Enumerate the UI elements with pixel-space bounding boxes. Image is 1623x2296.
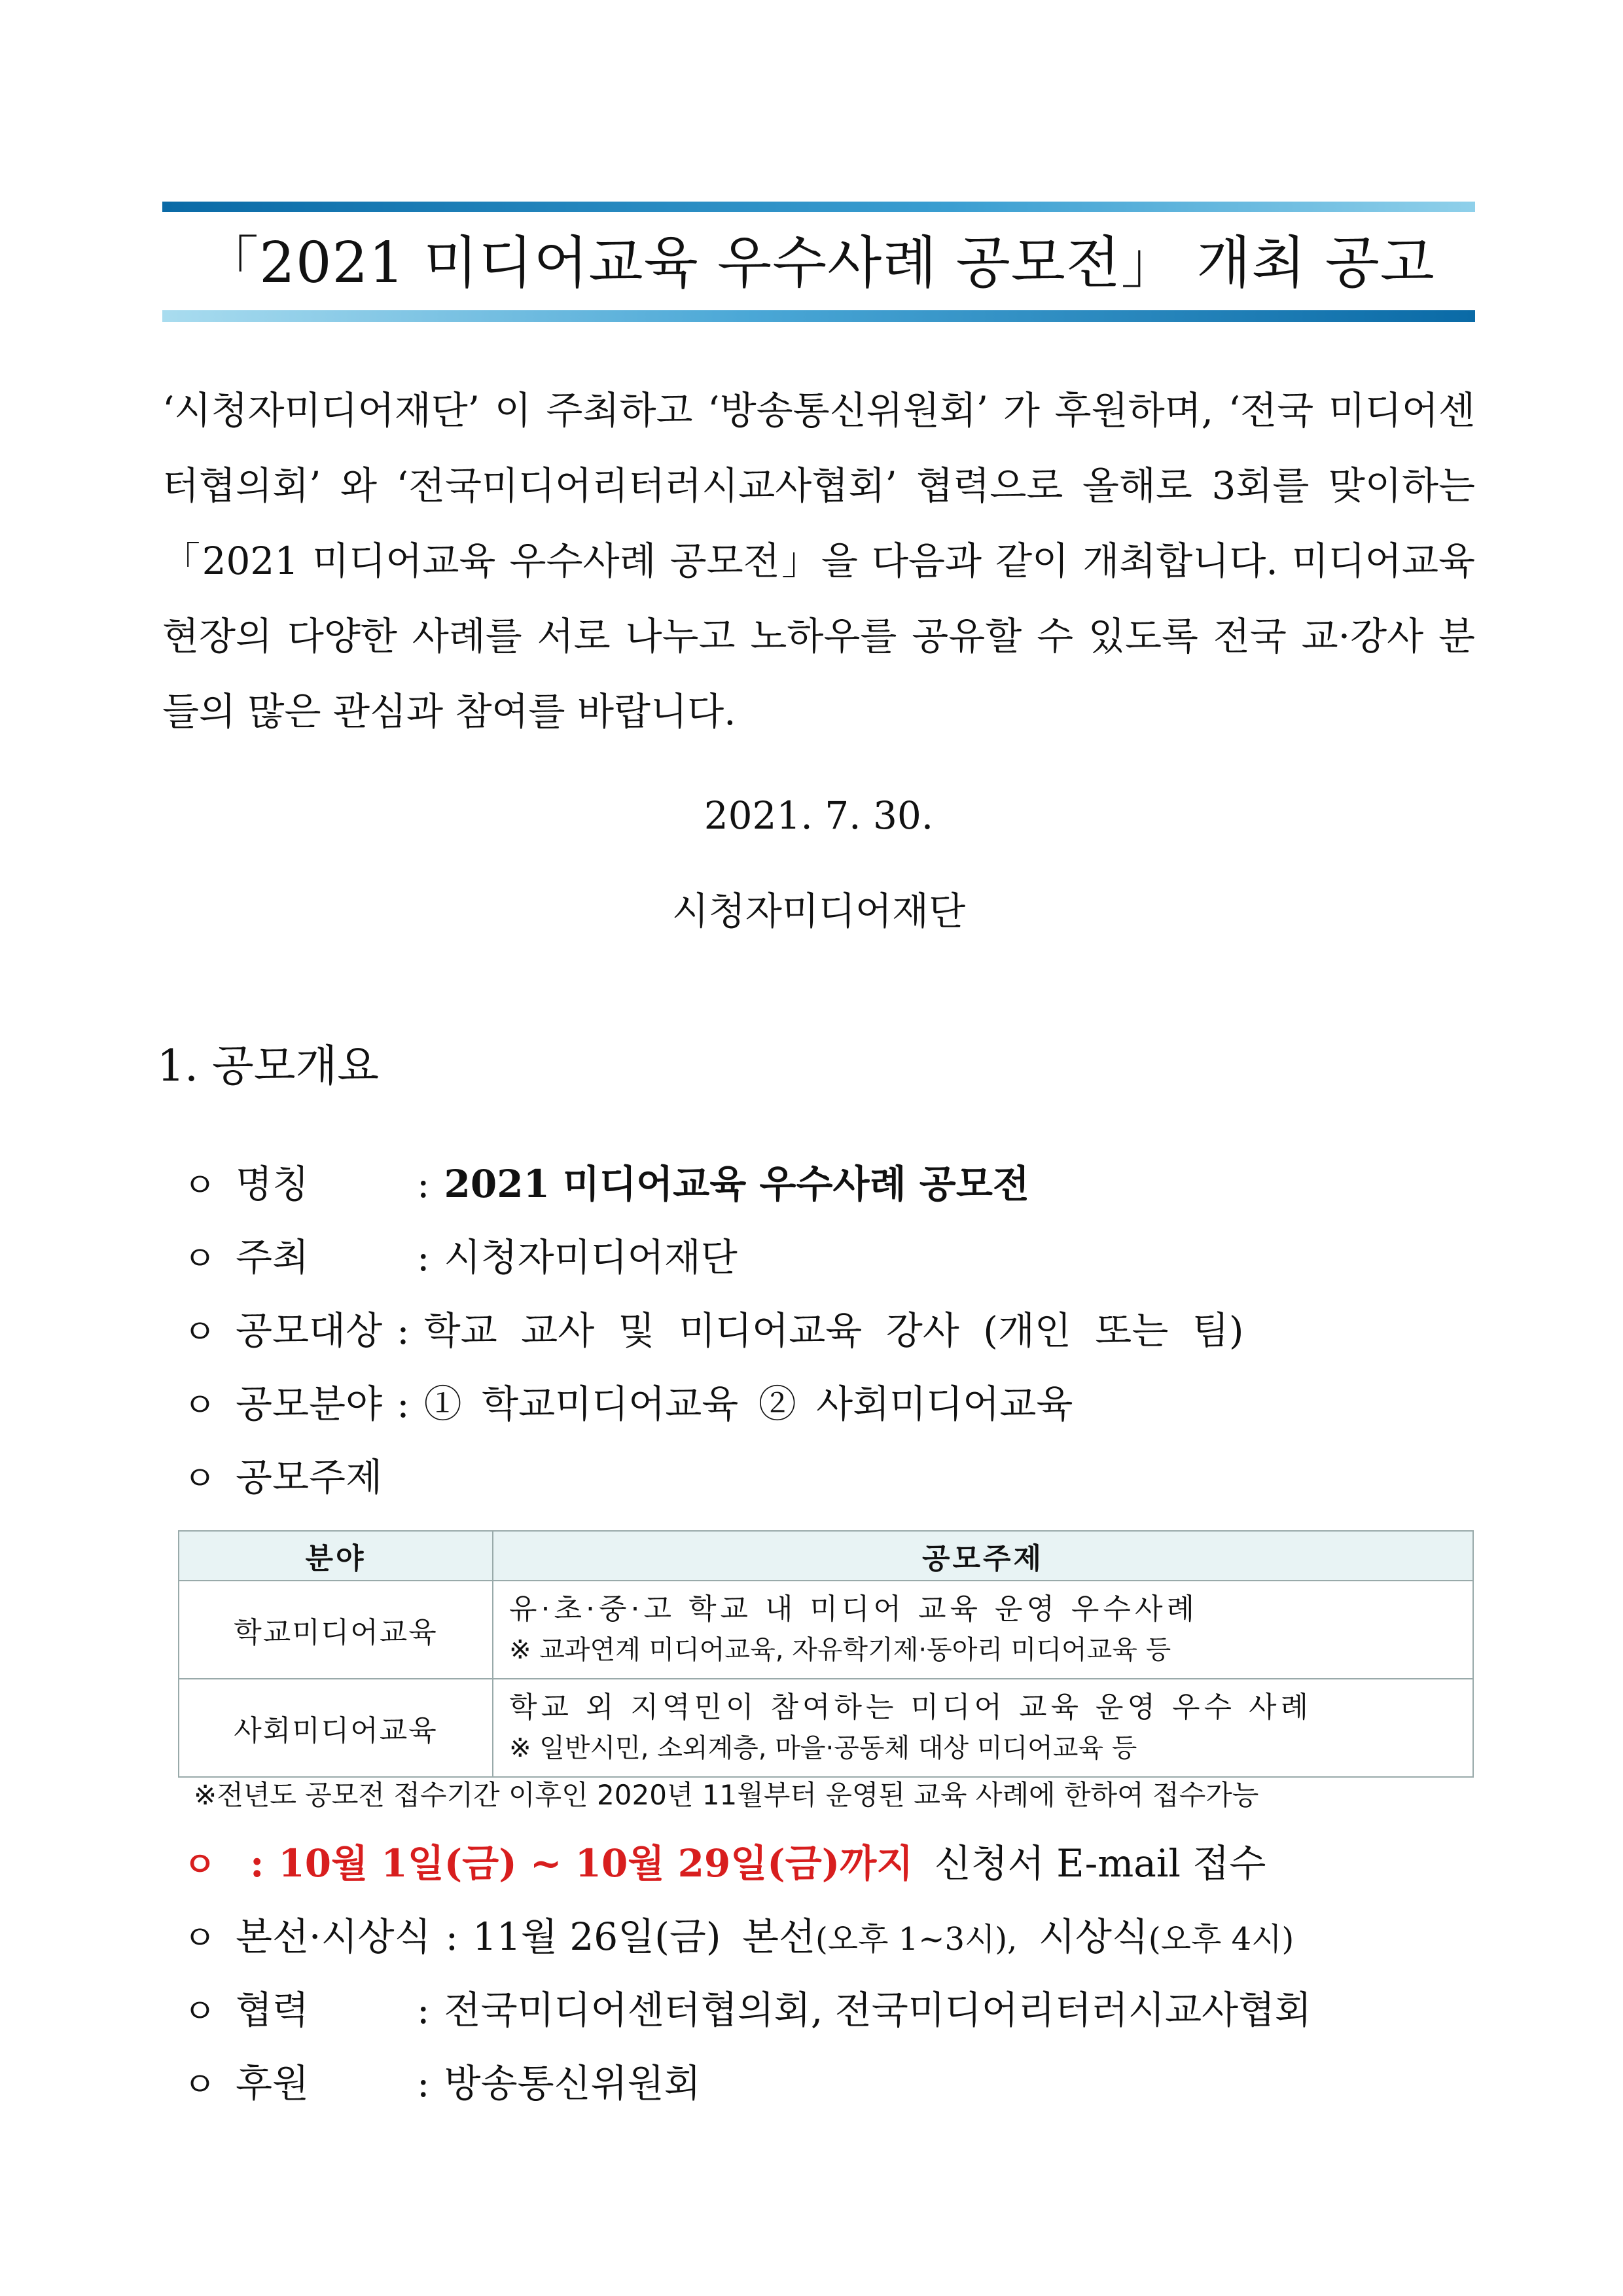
item-target: ㅇ 공모대상 : 학교 교사 및 미디어교육 강사 (개인 또는 팀): [183, 1300, 1243, 1355]
item-ceremony: ㅇ 본선·시상식 : 11월 26일(금) 본선(오후 1~3시), 시상식(오후 4시): [183, 1906, 1294, 1961]
item-label: 명칭: [236, 1162, 310, 1206]
table-cell-field: 사회미디어교육: [179, 1679, 493, 1777]
item-label: 본선·시상식: [236, 1914, 431, 1959]
item-label: 협력: [236, 1988, 310, 2032]
section-title: 1. 공모개요: [157, 1041, 379, 1091]
item-support: ㅇ 후원 : 방송통신위원회: [183, 2053, 701, 2108]
item-label: 공모대상: [236, 1308, 383, 1353]
item-host: ㅇ 주최 : 시청자미디어재단: [183, 1227, 738, 1282]
intro-text: ‘시청자미디어재단’ 이 주최하고 ‘방송통신위원회’ 가 후원하며, ‘전국 미디어센터협의회’ 와 ‘전국미디어리터러시교사협회’ 협력으로 올해로 3회를 맞이하는「2021 미디어교육 우수사례 공모전」을 다음과 같이 개최합니다. 미디어교육 현장의 다양한 사례를 서로 나누고 노하우를 공유할 수 있도록 전국 교·강사 분들의 많은 관심과 참여를 바랍니다.: [162, 388, 1475, 734]
table-row: [179, 1581, 1473, 1679]
bullet-icon: ㅇ: [183, 1386, 217, 1426]
bullet-icon: ㅇ: [183, 2066, 217, 2105]
bullet-icon: ㅇ: [183, 1313, 217, 1352]
intro-paragraph: [162, 373, 1475, 749]
item-label: 공모주제: [236, 1455, 383, 1499]
item-value: 2021 미디어교육 우수사례 공모전: [444, 1162, 1029, 1206]
page-title: 「2021 미디어교육 우수사례 공모전」 개최 공고: [202, 230, 1435, 296]
table-row: [179, 1679, 1473, 1777]
bullet-icon: ㅇ: [183, 1845, 217, 1885]
prelim-label: 본선: [741, 1914, 816, 1959]
item-name: ㅇ 명칭 : 2021 미디어교육 우수사례 공모전: [183, 1153, 1029, 1208]
table-cell-field: 학교미디어교육: [179, 1581, 493, 1679]
bullet-icon: ㅇ: [183, 1460, 217, 1499]
bullet-icon: ㅇ: [183, 1166, 217, 1206]
table-header-topic: 공모주제: [493, 1531, 1473, 1581]
award-label: 시상식: [1038, 1914, 1149, 1959]
item-value: 신청서 E-mail 접수: [934, 1841, 1266, 1886]
item-value: 전국미디어센터협의회, 전국미디어리터러시교사협회: [444, 1988, 1312, 2032]
table-header-row: [179, 1531, 1473, 1581]
item-field: ㅇ 공모분야 : ① 학교미디어교육 ② 사회미디어교육: [183, 1373, 1073, 1428]
item-value: 시청자미디어재단: [444, 1235, 738, 1280]
item-period: ㅇ : 10월 1일(금) ~ 10월 29일(금)까지 신청서 E-mail 접수: [183, 1833, 1266, 1888]
item-value: 학교 교사 및 미디어교육 강사 (개인 또는 팀): [423, 1308, 1244, 1353]
prelim-time: (오후 1~3시),: [815, 1921, 1018, 1958]
table-cell-topic: 유·초·중·고 학교 내 미디어 교육 운영 우수사례 ※ 교과연계 미디어교육, 자유학기제·동아리 미디어교육 등: [493, 1581, 1473, 1679]
item-label: 후원: [236, 2061, 310, 2106]
ceremony-date: 11월 26일(금): [473, 1914, 721, 1959]
item-cooperation: ㅇ 협력 : 전국미디어센터협의회, 전국미디어리터러시교사협회: [183, 1979, 1311, 2034]
bullet-icon: ㅇ: [183, 1240, 217, 1279]
bullet-icon: ㅇ: [183, 1992, 217, 2032]
bullet-icon: ㅇ: [183, 1919, 217, 1958]
title-bottom-rule: [162, 310, 1475, 322]
table-cell-topic: 학교 외 지역민이 참여하는 미디어 교육 운영 우수 사례 ※ 일반시민, 소외계층, 마을·공동체 대상 미디어교육 등: [493, 1679, 1473, 1777]
award-time: (오후 4시): [1148, 1921, 1294, 1958]
issuing-organization: 시청자미디어재단: [671, 889, 966, 933]
item-label: 공모분야: [236, 1382, 383, 1426]
item-theme: [183, 1446, 382, 1501]
theme-table: [178, 1530, 1474, 1778]
item-value: 방송통신위원회: [444, 2061, 701, 2106]
item-label: 주최: [236, 1235, 310, 1280]
eligibility-footnote: ※전년도 공모전 접수기간 이후인 2020년 11월부터 운영된 교육 사례에 한하여 접수가능: [194, 1779, 1259, 1811]
item-value-highlight: 10월 1일(금) ~ 10월 29일(금)까지: [278, 1841, 914, 1886]
table-header-field: 분야: [179, 1531, 493, 1581]
item-value: ① 학교미디어교육 ② 사회미디어교육: [423, 1382, 1073, 1426]
title-top-rule: [162, 202, 1475, 212]
announcement-date: 2021. 7. 30.: [704, 793, 934, 838]
